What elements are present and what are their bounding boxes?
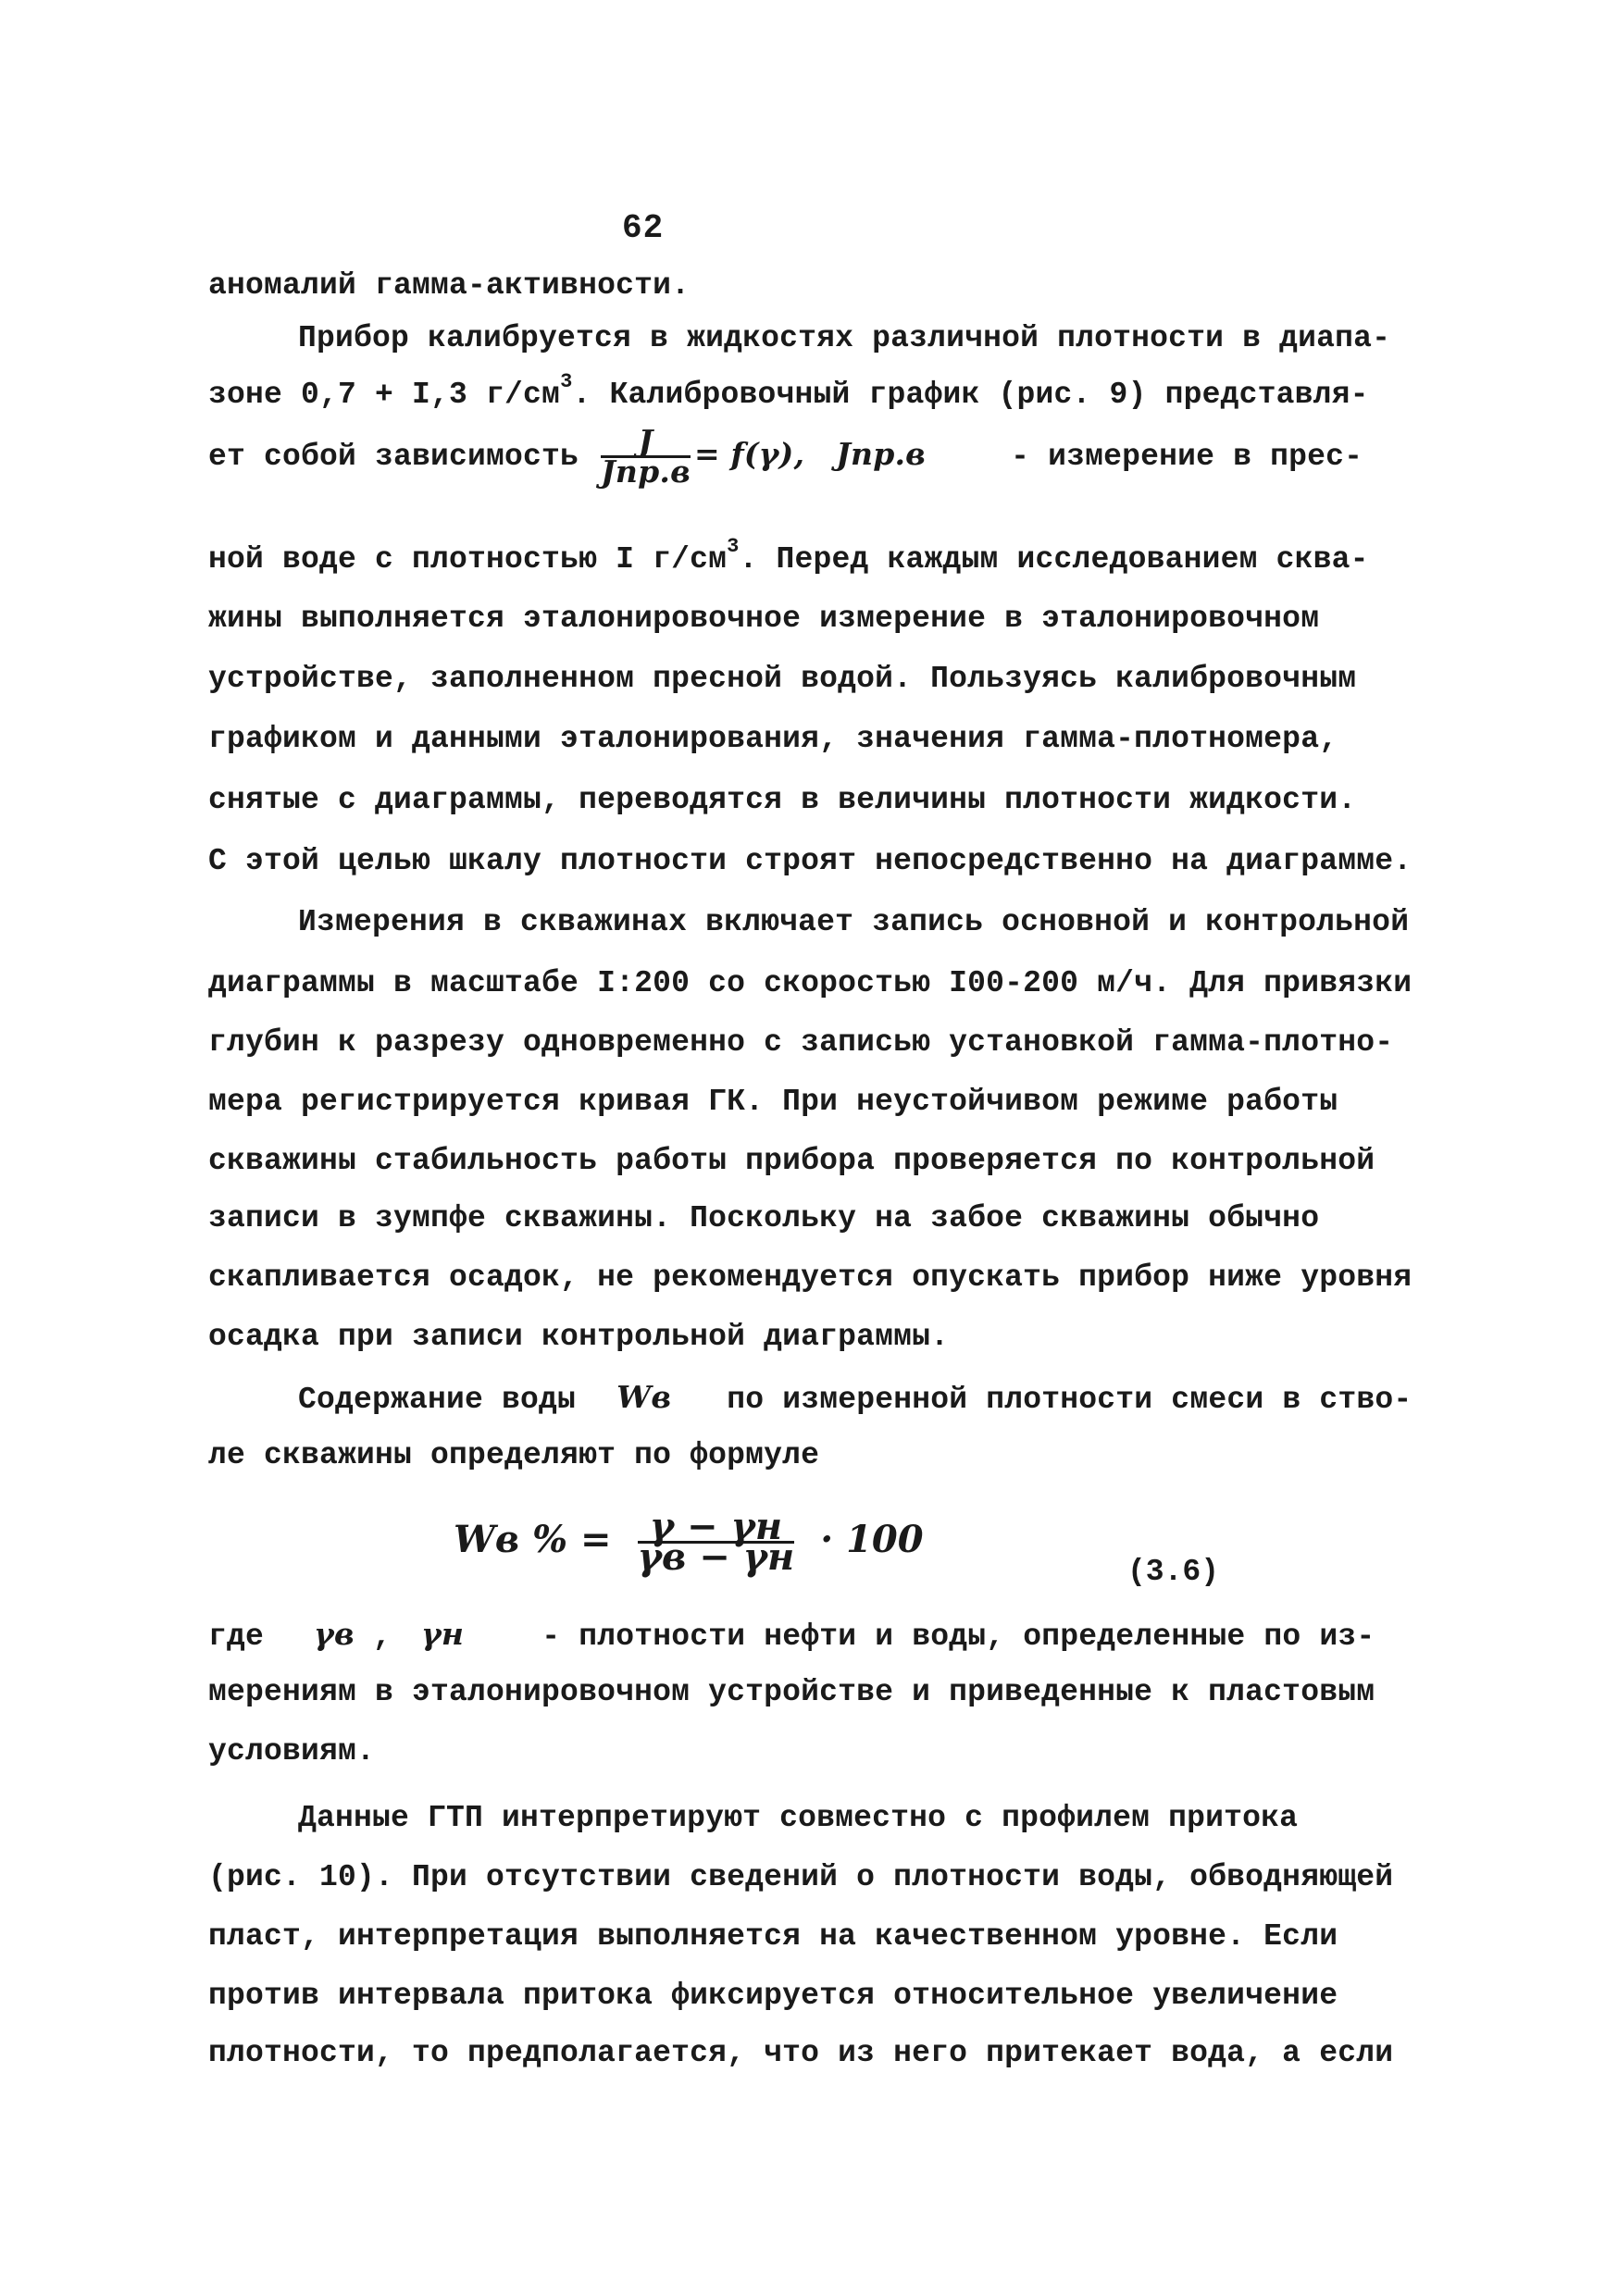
text-line: снятые с диаграммы, переводятся в величины плотности жидкости. [208,783,1357,817]
text-line: графиком и данными эталонирования, значения гамма-плотномера, [208,722,1338,756]
formula-fraction [637,1505,795,1579]
text-line: жины выполняется эталонировочное измерение в эталонировочном [208,602,1320,636]
text-line [298,1379,1412,1417]
text-line [208,1616,1375,1654]
text-line [208,423,1363,490]
formula-number: (3.6) [1127,1555,1220,1589]
superscript: 3 [727,535,740,558]
text-line: Данные ГТП интерпретируют совместно с профилем притока [298,1801,1299,1835]
text-line: условиям. [208,1734,376,1769]
text-fragment: - измерение в прес- [1011,440,1363,475]
text-fragment: зоне 0,7 + I,3 г/см [208,378,561,412]
text-line: мерениям в эталонировочном устройстве и приведенные к пластовым [208,1675,1375,1709]
text-fragment: ной воде с плотностью I г/см [208,542,728,577]
text-line: плотности, то предполагается, что из него притекает вода, а если [208,2036,1394,2070]
text-fragment: где [208,1620,265,1654]
text-line: скапливается осадок, не рекомендуется опускать прибор ниже уровня [208,1260,1413,1295]
text-line: Прибор калибруется в жидкостях различной плотности в диапа- [298,321,1391,355]
text-line: глубин к разрезу одновременно с записью установкой гамма-плотно- [208,1025,1394,1060]
page-number: 62 [622,209,665,247]
text-line: ле скважины определяют по формуле [208,1438,820,1472]
function-expression: = f(γ), [693,436,805,473]
text-fragment: . Перед каждым исследованием сква- [739,542,1369,577]
text-line: осадка при записи контрольной диаграммы. [208,1320,950,1354]
text-line: С этой целью шкалу плотности строят непосредственно на диаграмме. [208,844,1413,878]
ratio-fraction [601,423,691,490]
jpr-symbol: Jпр.в [836,436,927,473]
water-content-symbol: Wв [616,1379,672,1415]
fraction-denominator: Jпр.в [601,453,691,490]
water-content-formula [454,1505,924,1579]
text-fragment: по измеренной плотности смеси в ство- [727,1383,1413,1417]
fraction-numerator: γ − γн [638,1513,795,1544]
text-fragment: Содержание воды [298,1383,577,1417]
separator: , [372,1620,392,1654]
fraction-denominator: γв − γн [637,1535,795,1579]
text-line: скважины стабильность работы прибора проверяется по контрольной [208,1144,1375,1178]
text-line: (рис. 10). При отсутствии сведений о плотности воды, обводняющей [208,1860,1394,1894]
text-line: диаграммы в масштабе I:200 со скоростью I00-200 м/ч. Для привязки [208,966,1413,1000]
text-fragment: . Калибровочный график (рис. 9) представля- [572,378,1369,412]
text-line: записи в зумпфе скважины. Поскольку на забое скважины обычно [208,1201,1320,1235]
text-fragment: ет собой зависимость [208,440,579,475]
text-line [208,535,1369,577]
text-line: Измерения в скважинах включает запись основной и контрольной [298,905,1410,939]
fraction-numerator: J [601,428,691,458]
text-line: аномалий гамма-активности. [208,268,691,303]
superscript: 3 [560,370,573,393]
text-line: устройстве, заполненном пресной водой. Пользуясь калибровочным [208,662,1357,696]
gamma-oil-symbol: γн [420,1616,465,1652]
text-line: пласт, интерпретация выполняется на качественном уровне. Если [208,1919,1338,1954]
gamma-water-symbol: γв [314,1616,355,1652]
text-line [208,370,1369,412]
text-line: против интервала притока фиксируется относительное увеличение [208,1979,1338,2013]
formula-multiplier: · 100 [820,1518,924,1562]
text-line: мера регистрируется кривая ГК. При неустойчивом режиме работы [208,1085,1338,1119]
text-fragment: - плотности нефти и воды, определенные по из- [541,1620,1375,1654]
formula-lhs: Wв % = [454,1518,612,1562]
